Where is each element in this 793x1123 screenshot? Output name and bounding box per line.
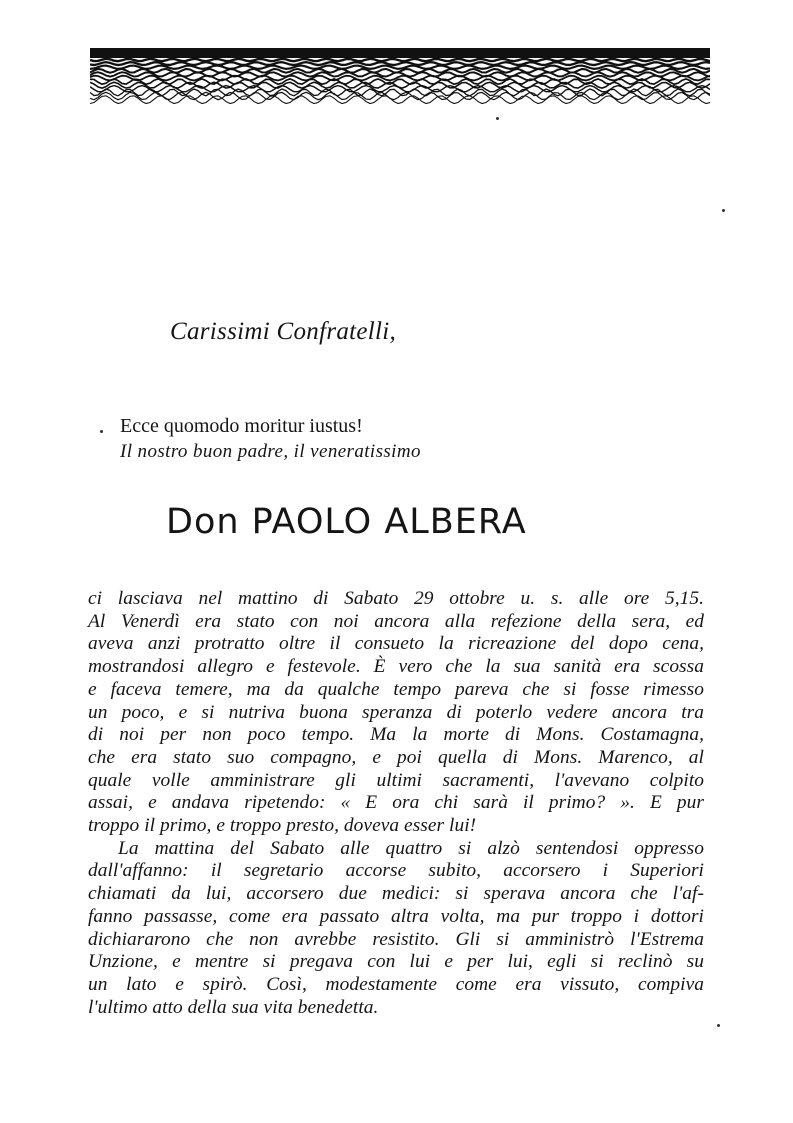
body-line: e faceva temere, ma da qualche tempo pareva che si fosse rimesso — [88, 678, 704, 700]
body-line: quale volle amministrare gli ultimi sacramenti, l'avevano colpito — [88, 769, 704, 791]
body-line: dall'affanno: il segretario accorse subito, accorsero i Superiori — [88, 860, 704, 882]
body-line: La mattina del Sabato alle quattro si alzò sentendosi oppresso — [118, 837, 704, 859]
greeting: Carissimi Confratelli, — [170, 318, 397, 345]
wave-line — [90, 62, 710, 65]
body-line: chiamati da lui, accorsero due medici: si sperava ancora che l'af- — [88, 883, 704, 905]
wave-line — [90, 66, 710, 69]
body-line: di noi per non poco tempo. Ma la morte di Mons. Costamagna, — [88, 724, 704, 746]
latin-quote: Ecce quomodo moritur iustus! — [120, 415, 363, 437]
intro-line: Il nostro buon padre, il veneratissimo — [120, 441, 421, 462]
print-speck — [496, 117, 499, 120]
wave-line — [90, 86, 710, 92]
body-line: Al Venerdì era stato con noi ancora alla refezione della sera, ed — [88, 610, 704, 632]
print-speck — [717, 1024, 720, 1027]
body-line: ci lasciava nel mattino di Sabato 29 ottobre u. s. alle ore 5,15. — [88, 588, 704, 609]
wave-header-ornament — [90, 48, 710, 106]
deceased-name-heading: Don PAOLO ALBERA — [166, 502, 527, 542]
body-line: dichiararono che non avrebbe resistito. Gli si amministrò l'Estrema — [88, 928, 704, 950]
body-line: aveva anzi protratto oltre il consueto la ricreazione del dopo cena, — [88, 633, 704, 655]
body-line: mostrandosi allegro e festevole. È vero che la sua sanità era scossa — [88, 656, 704, 678]
body-line: l'ultimo atto della sua vita benedetta. — [88, 996, 379, 1018]
body-line: un lato e spirò. Così, modestamente come era vissuto, compiva — [88, 973, 704, 995]
wave-line — [90, 59, 710, 61]
body-line: che era stato suo compagno, e poi quella di Mons. Marenco, al — [88, 746, 704, 768]
print-speck — [722, 209, 725, 212]
print-speck — [100, 430, 103, 433]
body-line: assai, e andava ripetendo: « E ora chi sarà il primo? ». E pur — [88, 792, 704, 814]
letter-body — [88, 588, 704, 1019]
body-line: un poco, e si nutriva buona speranza di poterlo vedere ancora tra — [88, 701, 704, 723]
body-line: troppo il primo, e troppo presto, doveva esser lui! — [88, 815, 477, 837]
body-line: fanno passasse, come era passato altra volta, ma pur troppo i dottori — [88, 905, 704, 927]
body-line: Unzione, e mentre si pregava con lui e per lui, egli si reclinò su — [88, 951, 704, 973]
